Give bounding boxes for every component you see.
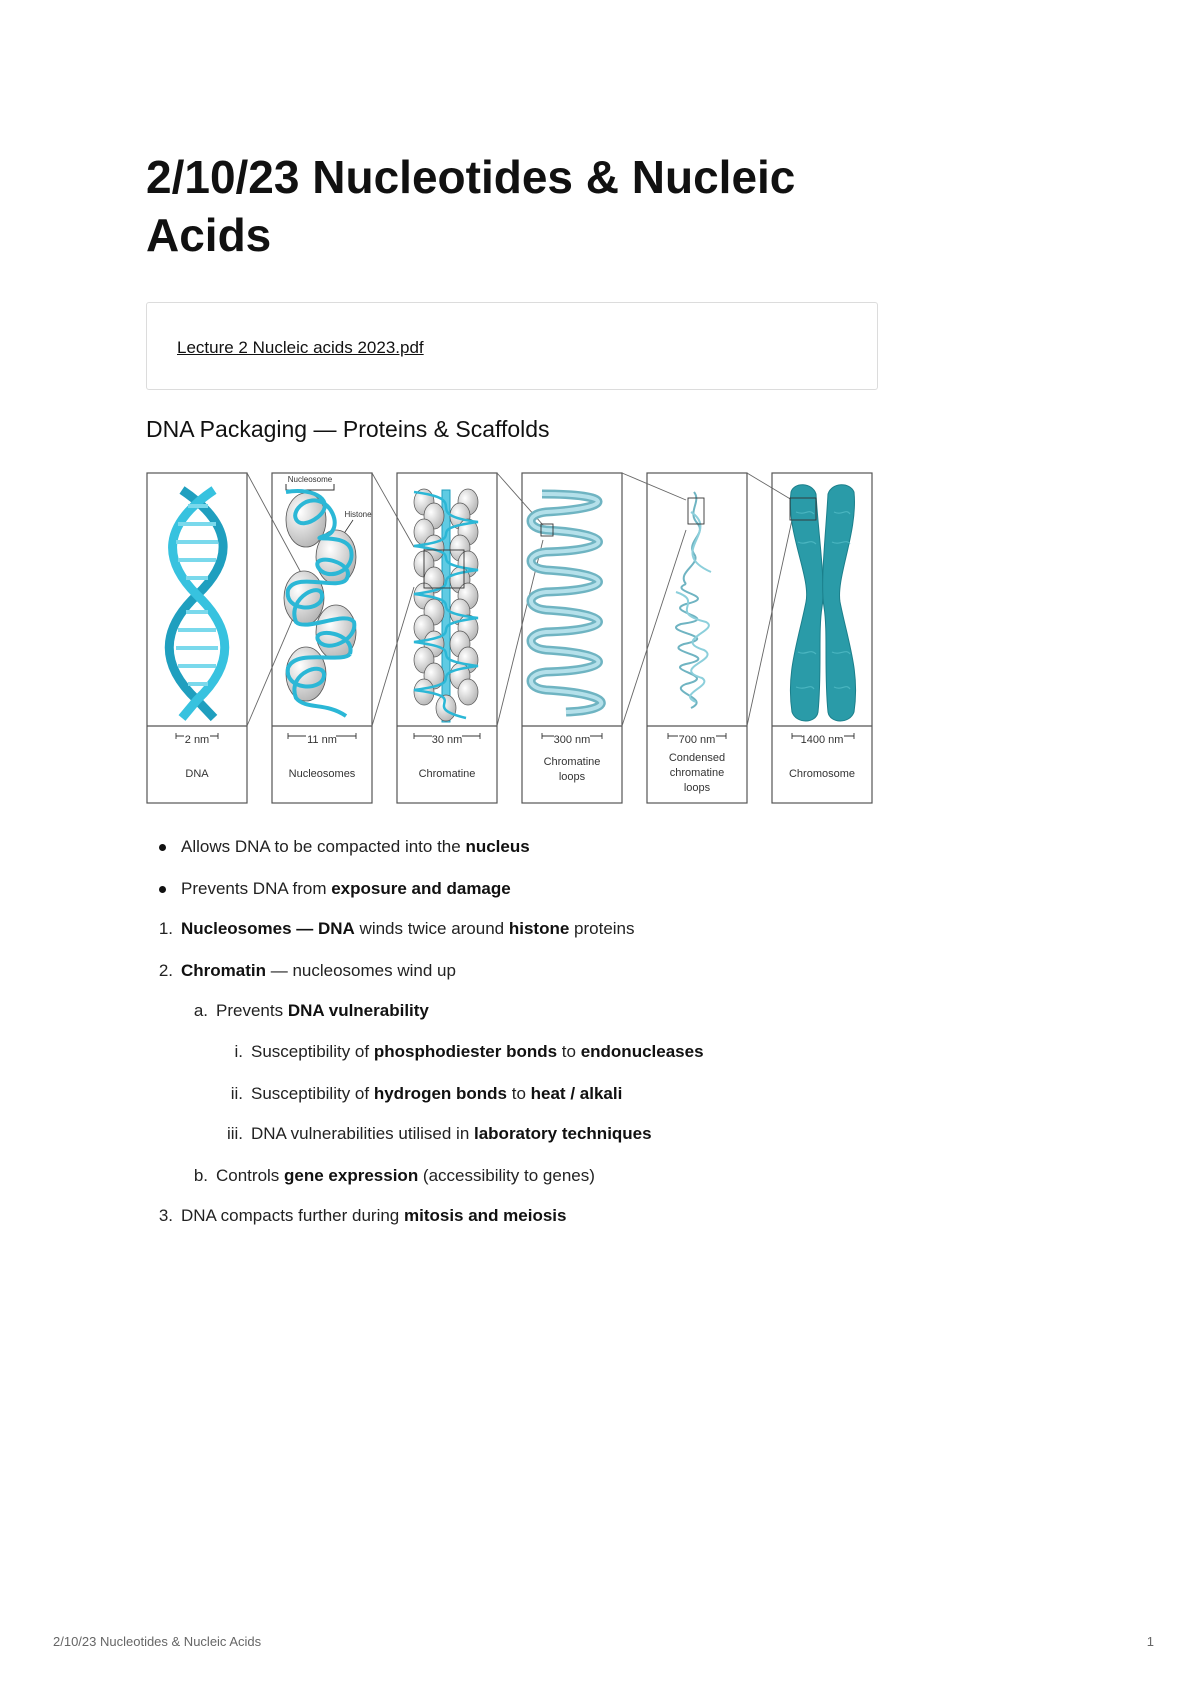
scale-bars	[176, 733, 854, 739]
panel-2-size: 11 nm	[307, 734, 337, 746]
panel-5-caption-line-3: loops	[683, 782, 711, 794]
histone-label: Histone	[344, 510, 372, 519]
nucleosomes-illustration	[284, 475, 372, 716]
page-title: 2/10/23 Nucleotides & Nucleic Acids	[146, 151, 796, 261]
list-item: Allows DNA to be compacted into the nucleus	[181, 836, 530, 858]
list-item: 1. Nucleosomes — DNA winds twice around histone proteins	[181, 918, 635, 940]
panel-4-caption-line-1: Chromatine	[543, 756, 601, 768]
list-item: ii. Susceptibility of hydrogen bonds to heat / alkali	[251, 1083, 622, 1105]
list-item: 3. DNA compacts further during mitosis and meiosis	[181, 1205, 566, 1227]
list-marker: iii.	[226, 1124, 243, 1143]
dna-helix-illustration	[169, 490, 225, 718]
chromatin-illustration	[414, 489, 478, 722]
attachment-link[interactable]: Lecture 2 Nucleic acids 2023.pdf	[177, 338, 424, 357]
panel-3-caption: Chromatine	[418, 768, 476, 780]
zoom-connectors	[247, 473, 792, 726]
section-heading: DNA Packaging — Proteins & Scaffolds	[146, 416, 550, 442]
list-marker: i.	[234, 1042, 243, 1061]
panel-frames	[147, 473, 872, 803]
list-marker: b.	[193, 1166, 208, 1185]
nucleosome-label: Nucleosome	[287, 475, 333, 484]
scale-labels	[184, 734, 844, 746]
list-marker: 1.	[158, 919, 173, 938]
panel-1-size: 2 nm	[184, 734, 210, 746]
list-item: Prevents DNA from exposure and damage	[181, 878, 511, 900]
panel-6-size: 1400 nm	[800, 734, 844, 746]
list-marker: ii.	[230, 1084, 243, 1103]
panel-2-caption: Nucleosomes	[288, 768, 356, 780]
panel-4-caption-line-2: loops	[558, 771, 586, 783]
panel-captions	[185, 752, 855, 794]
list-marker: a.	[193, 1001, 208, 1020]
chromatin-loops-illustration	[531, 494, 601, 712]
list-item: a. Prevents DNA vulnerability	[216, 1000, 429, 1022]
panel-3-size: 30 nm	[431, 734, 463, 746]
page-number: 1	[1146, 1634, 1154, 1649]
bullet-icon	[159, 886, 166, 893]
panel-5-caption-line-2: chromatine	[669, 767, 725, 779]
panel-5-caption-line-1: Condensed	[668, 752, 726, 764]
panel-1-caption: DNA	[185, 768, 209, 780]
condensed-loops-illustration	[676, 492, 711, 708]
chromosome-illustration	[790, 485, 856, 721]
list-marker: 3.	[158, 1206, 173, 1225]
panel-6-caption: Chromosome	[788, 768, 856, 780]
footer-title: 2/10/23 Nucleotides & Nucleic Acids	[53, 1634, 262, 1649]
list-item: iii. DNA vulnerabilities utilised in laboratory techniques	[251, 1123, 652, 1145]
bullet-icon	[159, 844, 166, 851]
dna-packaging-figure	[146, 472, 878, 804]
attachment-block	[146, 302, 878, 390]
list-item: i. Susceptibility of phosphodiester bonds to endonucleases	[251, 1041, 704, 1063]
panel-5-size: 700 nm	[678, 734, 716, 746]
list-item: b. Controls gene expression (accessibility to genes)	[216, 1165, 595, 1187]
list-marker: 2.	[158, 961, 173, 980]
panel-4-size: 300 nm	[553, 734, 591, 746]
list-item: 2. Chromatin — nucleosomes wind up	[181, 960, 456, 982]
